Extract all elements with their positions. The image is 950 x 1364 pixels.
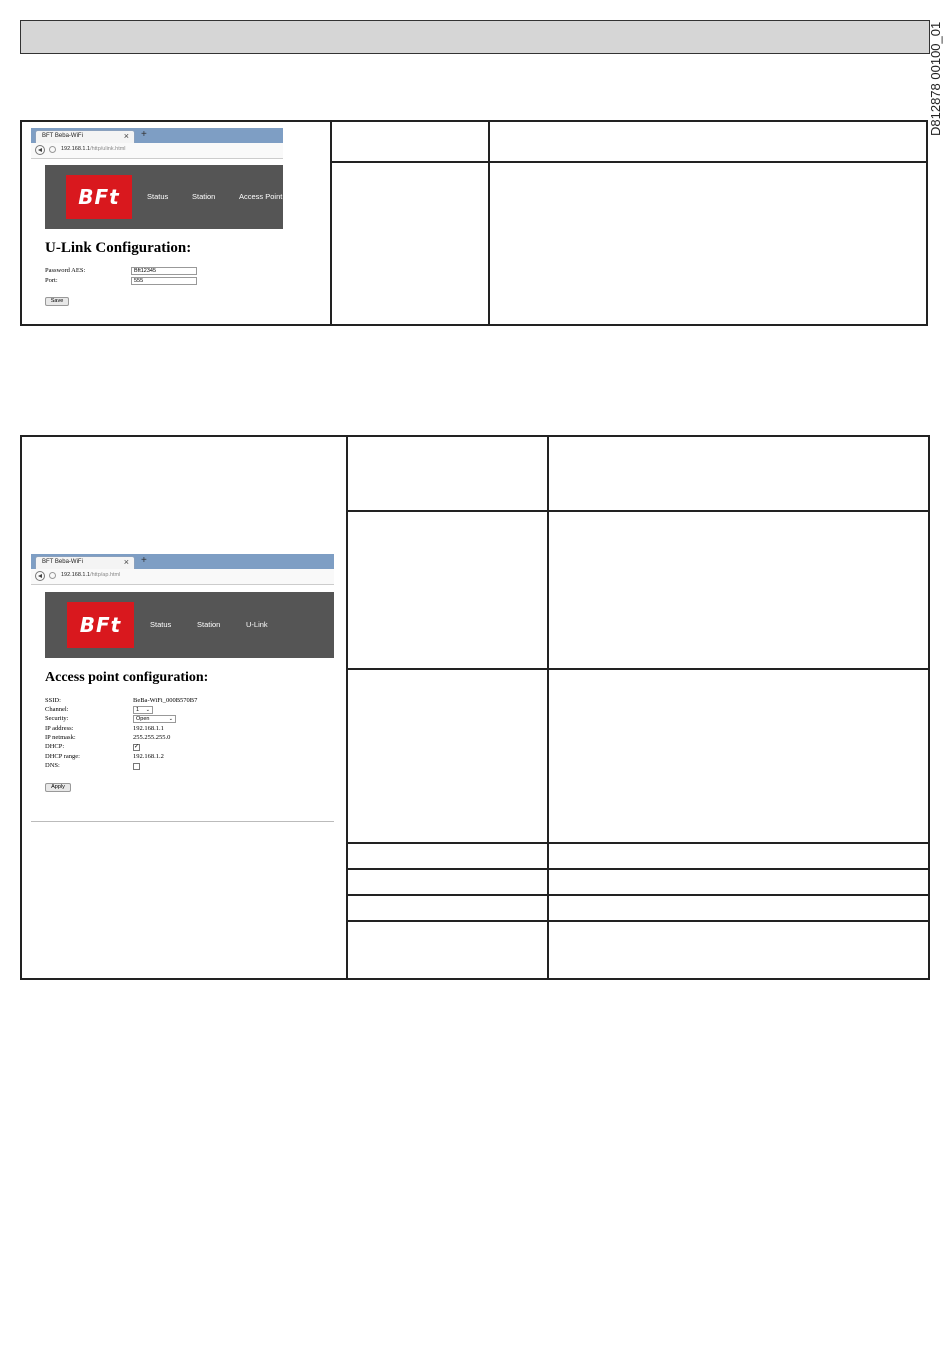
browser-tab[interactable] (35, 130, 135, 143)
security-select[interactable] (133, 715, 176, 723)
browser-tab-title: BFT Beba-WiFi (42, 559, 83, 565)
channel-selected-value: 1 (136, 707, 140, 713)
ap-table-row-divider (346, 668, 930, 670)
screenshot-bottom-border (31, 821, 334, 822)
security-selected-value: Open (136, 716, 150, 722)
header-bar (20, 20, 930, 54)
bft-logo: BFt (66, 175, 132, 219)
url-host: 192.168.1.1 (61, 572, 91, 578)
ssid-label: SSID: (45, 697, 61, 704)
channel-select[interactable] (133, 706, 153, 714)
ap-table-divider (346, 435, 348, 980)
address-bar[interactable] (31, 569, 334, 585)
ap-table-row-divider (346, 920, 930, 922)
dns-label: DNS: (45, 762, 60, 769)
dhcp-checkbox[interactable]: ✓ (134, 744, 140, 750)
info-icon (49, 572, 56, 579)
nav-link-status[interactable]: Status (147, 192, 169, 201)
ap-browser-screenshot (31, 554, 334, 822)
ap-table-row-divider (346, 842, 930, 844)
site-navbar (45, 592, 334, 658)
password-aes-label: Password AES: (45, 267, 86, 274)
dhcp-label: DHCP: (45, 743, 65, 750)
browser-tab-title: BFT Beba-WiFi (42, 133, 83, 139)
bft-logo: BFt (67, 602, 134, 648)
dns-checkbox[interactable] (133, 763, 140, 770)
url-text[interactable] (61, 146, 126, 152)
password-aes-input[interactable]: Bft12345 (131, 267, 197, 275)
ip-netmask-value: 255.255.255.0 (133, 734, 171, 741)
nav-link-u-link[interactable]: U-Link (246, 620, 268, 629)
ip-netmask-label: IP netmask: (45, 734, 76, 741)
new-tab-icon[interactable]: + (141, 555, 147, 566)
ap-table-divider (547, 435, 549, 980)
ip-address-label: IP address: (45, 725, 74, 732)
ap-table-row-divider (346, 894, 930, 896)
browser-tab[interactable] (35, 556, 135, 569)
browser-tab-bar (31, 128, 283, 143)
url-path: /http/ulink.html (90, 146, 126, 152)
address-bar[interactable] (31, 143, 283, 159)
port-input[interactable]: 555 (131, 277, 197, 285)
apply-button[interactable]: Apply (45, 783, 71, 792)
nav-link-access-point[interactable]: Access Point (239, 192, 283, 201)
browser-tab-bar (31, 554, 334, 569)
close-icon[interactable]: × (123, 557, 129, 567)
nav-link-station[interactable]: Station (197, 620, 221, 629)
ulink-browser-screenshot (31, 128, 283, 318)
close-icon[interactable]: × (123, 131, 129, 141)
dhcp-range-value: 192.168.1.2 (133, 753, 164, 760)
site-navbar (45, 165, 283, 229)
back-arrow-icon[interactable] (35, 145, 45, 155)
document-code-text: D812878 00100_01 (928, 21, 943, 136)
port-label: Port: (45, 277, 58, 284)
url-path: /http/ap.html (90, 572, 121, 578)
ap-table-row-divider (346, 510, 930, 512)
new-tab-icon[interactable]: + (141, 129, 147, 140)
url-host: 192.168.1.1 (61, 146, 91, 152)
ulink-table-divider (330, 120, 332, 326)
security-label: Security: (45, 715, 69, 722)
url-text[interactable] (61, 572, 120, 578)
ip-address-value: 192.168.1.1 (133, 725, 164, 732)
back-arrow-icon[interactable] (35, 571, 45, 581)
nav-link-station[interactable]: Station (192, 192, 216, 201)
dhcp-range-label: DHCP range: (45, 753, 80, 760)
chevron-down-icon: ⌄ (145, 707, 150, 713)
ssid-value: BeBa-WiFi_000B570B7 (133, 697, 198, 704)
ulink-config-title: U-Link Configuration: (45, 240, 192, 256)
ap-config-title: Access point configuration: (45, 670, 209, 685)
nav-link-status[interactable]: Status (150, 620, 172, 629)
chevron-down-icon: ⌄ (168, 716, 173, 722)
ulink-table-row-divider (330, 161, 928, 163)
channel-label: Channel: (45, 706, 69, 713)
ap-table-row-divider (346, 868, 930, 870)
save-button[interactable]: Save (45, 297, 69, 306)
info-icon (49, 146, 56, 153)
ulink-table-divider (488, 120, 490, 326)
